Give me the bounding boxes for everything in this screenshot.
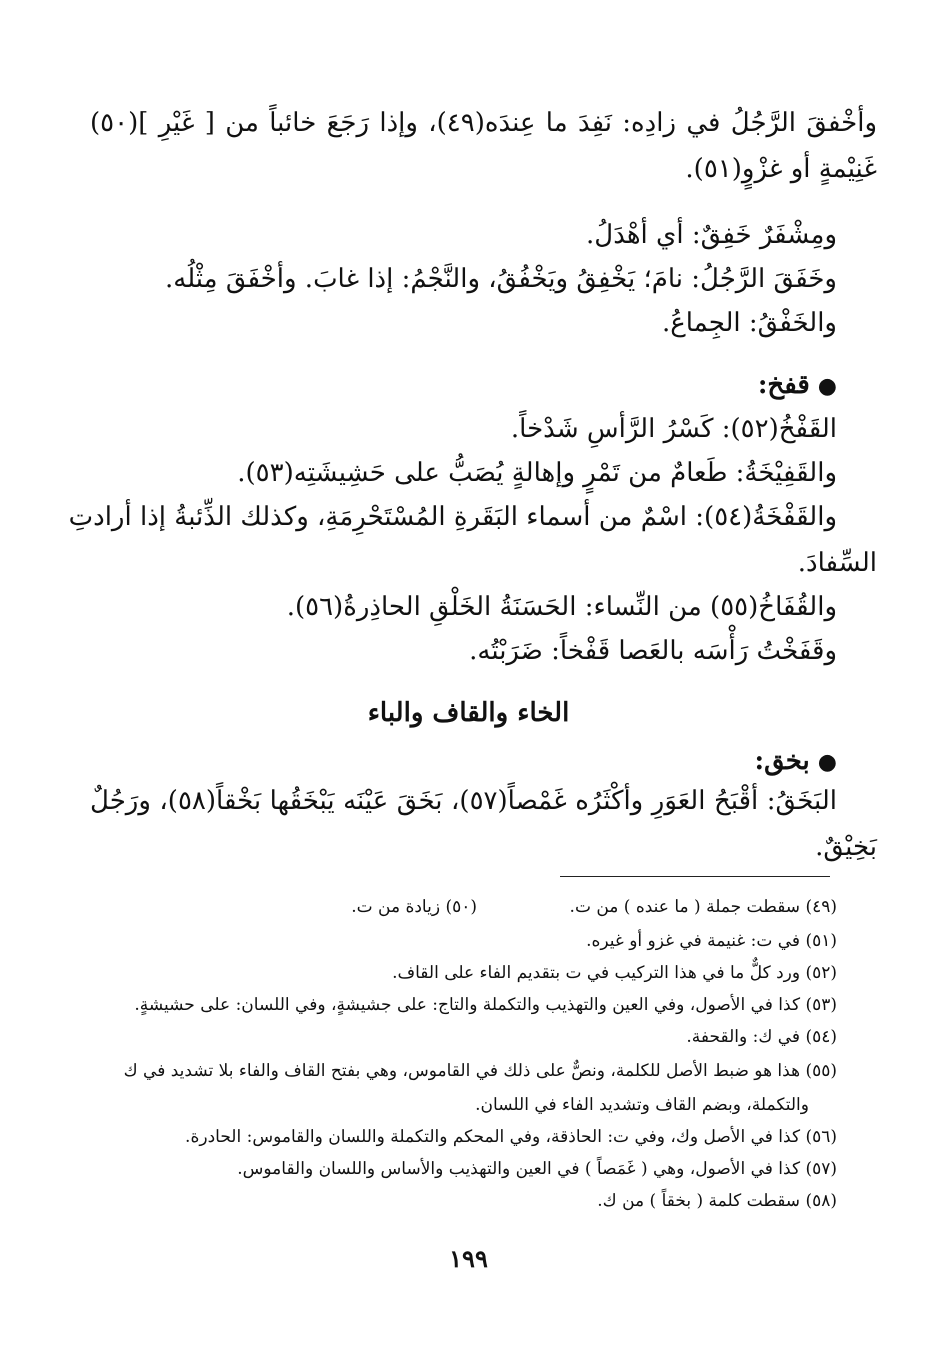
footnote-57: (٥٧) كذا في الأصول، وهي ( غَمَصاً ) في العين والتهذيب والأساس واللسان والقاموس. <box>237 1159 837 1179</box>
entry-line-5: والخَفْقُ: الجِماعُ. <box>661 308 837 338</box>
entry-line-1: وأخْفقَ الرَّجُلُ في زادِه: نَفِدَ ما عِندَه(٤٩)، وإذا رَجَعَ خائباً من [ غَيْرِ ](٥٠) <box>90 108 878 138</box>
footnote-51: (٥١) في ت: غنيمة في غزو أو غيره. <box>586 931 837 951</box>
footnote-52: (٥٢) ورد كلٌّ ما في هذا التركيب في ت بتقديم الفاء على القاف. <box>392 963 837 983</box>
root-heading-bkhq: ● بخق: <box>754 744 837 779</box>
entry-line-2: غَنِيْمةٍ أو غزْوٍ(٥١). <box>685 154 877 184</box>
footnote-49: (٤٩) سقطت جملة ( ما عنده ) من ت. <box>569 897 837 917</box>
root-heading-qfkh: ● قفخ: <box>758 368 837 403</box>
entry-line-10: والقُفَاخُ(٥٥) من النِّساء: الحَسَنَةُ الخَلْقِ الحاذِرةُ(٥٦). <box>286 592 837 622</box>
entry-line-9: السِّفادَ. <box>797 548 877 578</box>
footnote-54: (٥٤) في ك: والقحفة. <box>686 1027 837 1047</box>
entry-line-7: والقَفِيْخَةُ: طَعامٌ من تَمْرٍ وإهالةٍ يُصَبُّ على حَشِيشَتِه(٥٣). <box>237 458 837 488</box>
footnote-separator <box>560 876 830 877</box>
entry-line-3: ومِشْفَرٌ خَفِقٌ: أي أهْدَلُ. <box>586 220 837 250</box>
footnote-53: (٥٣) كذا في الأصول، وفي العين والتهذيب والتكملة والتاج: على جشيشةٍ، وفي اللسان: على حشيشةٍ. <box>134 995 837 1015</box>
footnote-55-continued: والتكملة، وبضم القاف وتشديد الفاء في اللسان. <box>475 1095 809 1115</box>
entry-line-11: وقَفَخْتُ رَأْسَه بالعَصا قَفْخاً: ضَرَبْتُه. <box>469 636 837 666</box>
footnote-50: (٥٠) زيادة من ت. <box>351 897 477 917</box>
footnote-55: (٥٥) هذا هو ضبط الأصل للكلمة، ونصٌّ على ذلك في القاموس، وهي بفتح القاف والفاء بلا تشديد في ك <box>123 1061 837 1081</box>
footnote-56: (٥٦) كذا في الأصل وك، وفي ت: الحاذقة، وفي المحكم والتكملة واللسان والقاموس: الحادرة. <box>185 1127 837 1147</box>
section-title: الخاء والقاف والباء <box>367 698 570 728</box>
footnote-58: (٥٨) سقطت كلمة ( بخقاً ) من ك. <box>597 1191 837 1211</box>
entry-line-6: القَفْخُ(٥٢): كَسْرُ الرَّأسِ شَدْخاً. <box>510 414 837 444</box>
entry-line-13: بَخِيْقٌ. <box>815 832 877 862</box>
entry-line-4: وخَفَقَ الرَّجُلُ: نامَ؛ يَخْفِقُ ويَخْفُقُ، والنَّجْمُ: إذا غابَ. وأخْفَقَ مِثْلُه. <box>165 264 837 294</box>
page-number: ١٩٩ <box>449 1244 488 1273</box>
entry-line-12: البَخَقُ: أقْبَحُ العَوَرِ وأكْثَرُه غَمْصاً(٥٧)، بَخَقَ عَيْنَه يَبْخَقُها بَخْقاً(٥٨)، ورَجُلٌ <box>90 786 837 816</box>
entry-line-8: والقَفْخَةُ(٥٤): اسْمٌ من أسماء البَقَرةِ المُسْتَحْرِمَةِ، وكذلك الذِّئبةُ إذا أرادتِ <box>68 502 837 532</box>
